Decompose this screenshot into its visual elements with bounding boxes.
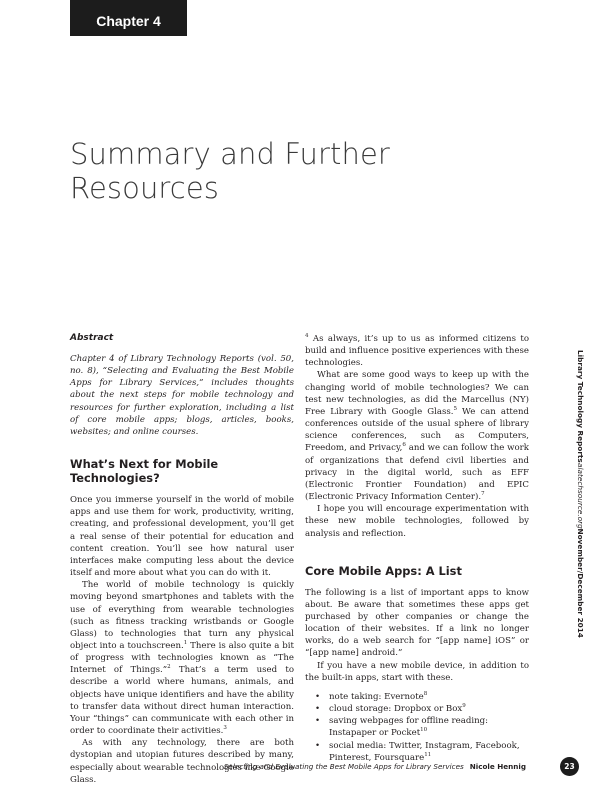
paragraph: As with any technology, there are both dystopian and utopian futures described by many, especially about wearable technologies like Google Glass. [70,738,294,785]
abstract-label: Abstract [70,333,114,343]
footnote-ref[interactable]: 10 [420,727,428,734]
footnote-ref[interactable]: 9 [462,703,466,710]
footer-author: Nicole Hennig [469,762,526,771]
paragraph: What are some good ways to keep up with the changing world of mobile technologies? We can test new technologies, as did the Marcellus (NY) Free Library with Google Glass.$^5$ We can attend conferences outside of the usual sphere of library science conferences, such as Computers, Freedom, and Privacy,$^6$ and we can follow the work of organizations that defend civil liberties and privacy in the digital world, such as EFF (Electronic Frontier Foundation) and EPIC (Electronic Privacy Information Center).$^7$ [305,370,529,503]
page-number-badge: 23 [560,757,579,776]
issue-date: November/December 2014 [576,528,585,638]
abstract-text: Chapter 4 of Library Technology Reports (vol. 50, no. 8), “Selecting and Evaluating the Best Mobile Apps for Library Services,” includes thoughts about the next steps for mobile technology and resources for further exploration, including a list of core mobile apps; blogs, articles, books, websites; and online courses. [70,354,294,437]
footnote-ref[interactable]: 11 [424,751,432,758]
bullet-icon: • [315,716,321,727]
bullet-icon: • [315,691,321,702]
list-item: • note taking: Evernote$^8$ [315,691,428,702]
footnote-ref[interactable]: 5 [453,406,458,413]
footnote-ref[interactable]: 3 [223,725,227,732]
journal-name: Library Technology Reports [576,350,585,463]
list-item: • saving webpages for offline reading: Instapaper or Pocket$^{10}$ [315,716,489,739]
bullet-icon: • [315,740,321,751]
side-running-head [576,350,585,638]
footnote-ref[interactable]: 8 [423,691,428,698]
paragraph: Once you immerse yourself in the world of mobile apps and use them for work, productivity, writing, creating, and professional development, you’ll get a real sense of their potential for education and content creation. You’ll see how natural user interfaces make computing less about the device itself and more about what you can do with it. [70,495,294,579]
paragraph: I hope you will encourage experimentation with these new mobile technologies, followed by analysis and reflection. [305,504,529,539]
bullet-icon: • [315,704,321,715]
section-heading-whats-next: What’s Next for Mobile Technologies? [70,457,219,486]
page-title [70,137,540,205]
paragraph: The world of mobile technology is quickly moving beyond smartphones and tablets with the use of everything from wearable technologies (such as fitness tracking wristbands or Google Glass) to technologies that turn any physical object into a touchscreen.$^1$ There is also quite a bit of progress with technologies known as “The Internet of Things.”$^2$ That’s a term used to describe a world where humans, animals, and objects have unique identifiers and have the ability to transfer data without direct human interaction. Your “things” can communicate with each other in order to coordinate their activities.$^3$ [70,580,294,737]
footer-title: Selecting and Evaluating the Best Mobile Apps for Library Services [223,762,464,771]
journal-site-link[interactable]: alatechsource.org [576,462,585,529]
paragraph: If you have a new mobile device, in addition to the built-in apps, start with these. [305,660,529,683]
chapter-label: Chapter 4 [70,0,187,36]
paragraph-continued: $^4$ As always, it’s up to us as informed citizens to build and influence positive experiences with these technologies. [305,333,529,369]
footnote-ref[interactable]: 1 [183,640,188,647]
paragraph: The following is a list of important apps to know about. Be aware that sometimes these apps get purchased by other companies or change the location of their websites. If a link no longer works, do a web search for “[app name] iOS” or “[app name] android.” [305,587,529,659]
right-column [305,333,529,764]
page-title-line-2: Resources [70,171,220,205]
footnote-ref[interactable]: 2 [167,664,171,671]
core-apps-list [305,691,529,764]
footnote-ref[interactable]: 4 [305,333,309,340]
list-item: • cloud storage: Dropbox or Box$^9$ [315,703,466,715]
footnote-ref[interactable]: 6 [402,442,406,449]
page-title-line-1: Summary and Further [70,137,390,171]
section-heading-core-apps: Core Mobile Apps: A List [305,563,462,578]
list-item: • social media: Twitter, Instagram, Facebook, Pinterest, Foursquare$^{11}$ [315,740,520,763]
left-column [70,333,294,786]
page-footer [224,762,526,771]
footnote-ref[interactable]: 7 [481,491,485,498]
